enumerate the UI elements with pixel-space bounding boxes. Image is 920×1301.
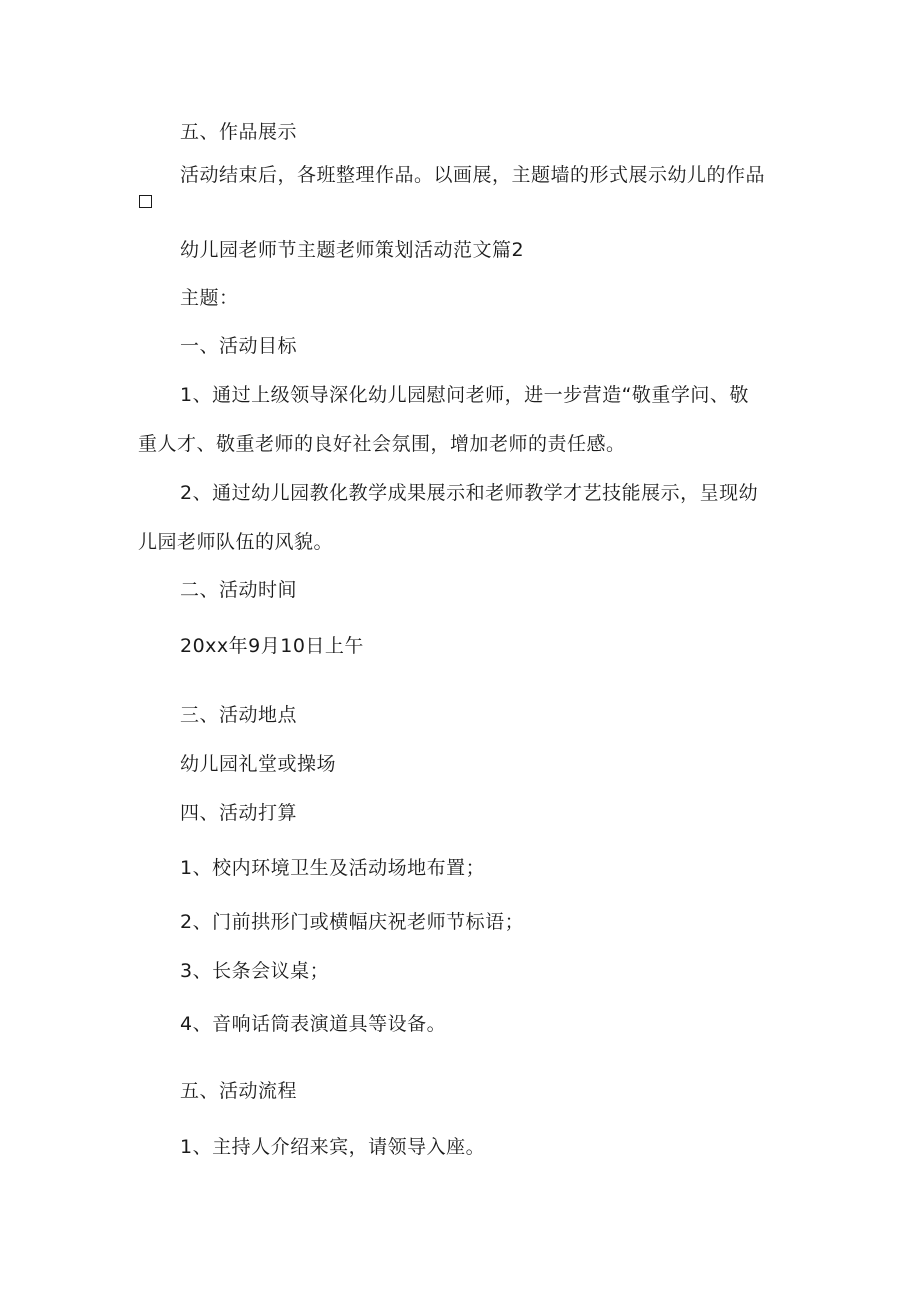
section-heading: 二、活动时间 xyxy=(180,579,298,601)
list-item: 4、音响话筒表演道具等设备。 xyxy=(180,1013,447,1035)
section-heading: 五、作品展示 xyxy=(180,121,298,143)
article-title: 幼儿园老师节主题老师策划活动范文篇2 xyxy=(180,239,525,261)
theme-label: 主题： xyxy=(180,287,239,309)
section-heading: 一、活动目标 xyxy=(180,335,298,357)
missing-glyph-box-icon xyxy=(139,195,152,208)
section-heading: 三、活动地点 xyxy=(180,704,298,726)
list-item: 1、校内环境卫生及活动场地布置； xyxy=(180,857,486,879)
list-item: 1、主持人介绍来宾，请领导入座。 xyxy=(180,1136,486,1158)
paragraph-line: 幼儿园礼堂或操场 xyxy=(180,753,337,775)
paragraph-line: 1、通过上级领导深化幼儿园慰问老师，进一步营造“敬重学问、敬 xyxy=(180,384,749,406)
paragraph-line: 20xx年9月10日上午 xyxy=(180,635,364,657)
section-heading: 五、活动流程 xyxy=(180,1080,298,1102)
paragraph-line: 活动结束后，各班整理作品。以画展，主题墙的形式展示幼儿的作品 xyxy=(180,164,766,186)
section-heading: 四、活动打算 xyxy=(180,802,298,824)
list-item: 2、门前拱形门或横幅庆祝老师节标语； xyxy=(180,911,525,933)
paragraph-line: 重人才、敬重老师的良好社会氛围，增加老师的责任感。 xyxy=(138,433,626,455)
list-item: 3、长条会议桌； xyxy=(180,960,330,982)
paragraph-line: 2、通过幼儿园教化教学成果展示和老师教学才艺技能展示，呈现幼 xyxy=(180,482,759,504)
paragraph-line: 儿园老师队伍的风貌。 xyxy=(138,531,334,553)
